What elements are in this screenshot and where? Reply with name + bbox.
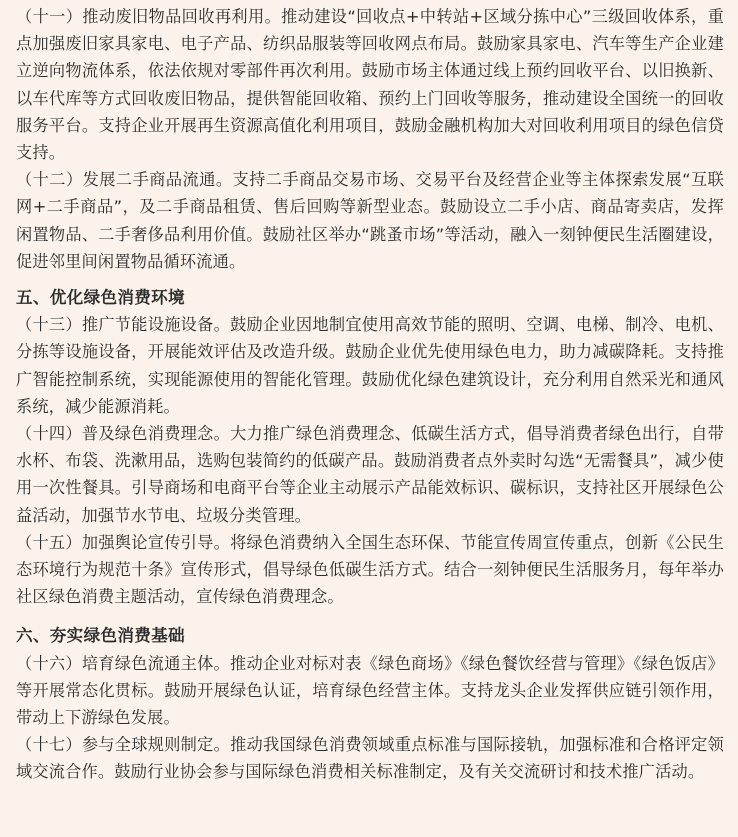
- section-heading-5: 五、优化绿色消费环境: [16, 288, 185, 308]
- paragraph-15: （十五）加强舆论宣传引导。将绿色消费纳入全国生态环保、节能宣传周宣传重点，创新《公民生态环境行为规范十条》宣传形式，倡导绿色低碳生活方式。结合一刻钟便民生活服务月，每年举办社区绿色消费主题活动，宣传绿色消费理念。: [16, 532, 724, 607]
- paragraph-11: （十一）推动废旧物品回收再利用。推动建设“回收点+中转站+区域分拣中心”三级回收体系，重点加强废旧家具家电、电子产品、纺织品服装等回收网点布局。鼓励家具家电、汽车等生产企业建立逆向物流体系，依法依规对零部件再次利用。鼓励市场主体通过线上预约回收平台、以旧换新、以车代库等方式回收废旧物品，提供智能回收箱、预约上门回收等服务，推动建设全国统一的回收服务平台。支持企业开展再生资源高值化利用项目，鼓励金融机构加大对回收利用项目的绿色信贷支持。: [16, 7, 724, 163]
- paragraph-13: （十三）推广节能设施设备。鼓励企业因地制宜使用高效节能的照明、空调、电梯、制冷、电机、分拣等设施设备，开展能效评估及改造升级。鼓励企业优先使用绿色电力，助力减碳降耗。支持推广智能控制系统，实现能源使用的智能化管理。鼓励优化绿色建筑设计，充分利用自然采光和通风系统，减少能源消耗。: [16, 315, 724, 416]
- paragraph-12: （十二）发展二手商品流通。支持二手商品交易市场、交易平台及经营企业等主体探索发展“互联网+二手商品”，及二手商品租赁、售后回购等新型业态。鼓励设立二手小店、商品寄卖店，发挥闲置物品、二手奢侈品利用价值。鼓励社区举办“跳蚤市场”等活动，融入一刻钟便民生活圈建设，促进邻里间闲置物品循环流通。: [16, 170, 724, 271]
- paragraph-16: （十六）培育绿色流通主体。推动企业对标对表《绿色商场》《绿色餐饮经营与管理》《绿色饭店》等开展常态化贯标。鼓励开展绿色认证，培育绿色经营主体。支持龙头企业发挥供应链引领作用，带动上下游绿色发展。: [16, 653, 724, 728]
- section-heading-6: 六、夯实绿色消费基础: [16, 626, 185, 646]
- paragraph-17: （十七）参与全球规则制定。推动我国绿色消费领域重点标准与国际接轨，加强标准和合格评定领域交流合作。鼓励行业协会参与国际绿色消费相关标准制定，及有关交流研讨和技术推广活动。: [16, 735, 724, 782]
- paragraph-14: （十四）普及绿色消费理念。大力推广绿色消费理念、低碳生活方式，倡导消费者绿色出行，自带水杯、布袋、洗漱用品，选购包装简约的低碳产品。鼓励消费者点外卖时勾选“无需餐具”，减少使用一次性餐具。引导商场和电商平台等企业主动展示产品能效标识、碳标识，支持社区开展绿色公益活动，加强节水节电、垃圾分类管理。: [16, 424, 724, 525]
